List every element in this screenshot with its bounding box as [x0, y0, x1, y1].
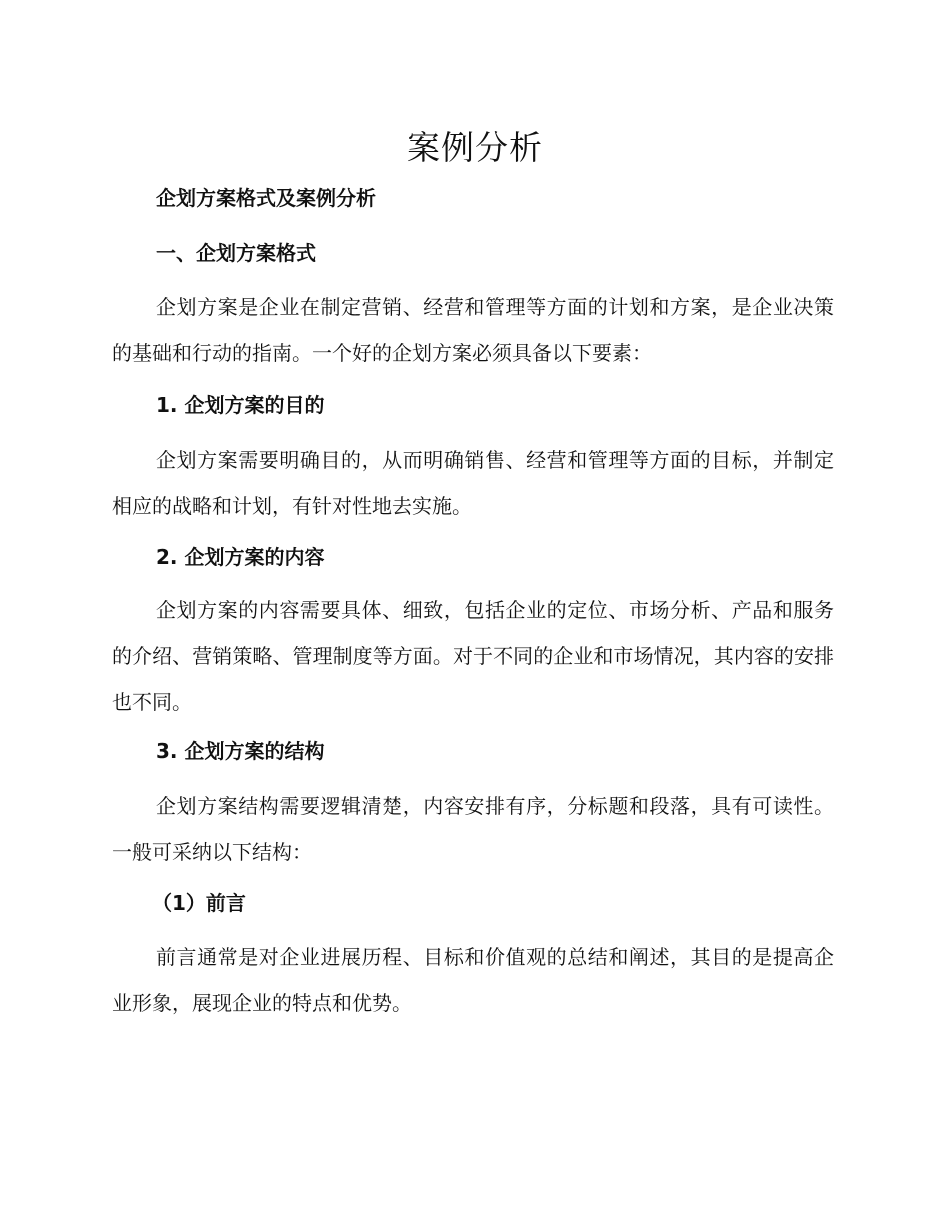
document-title: 案例分析 — [407, 128, 543, 167]
content-paragraph: 企划方案的内容需要具体、细致，包括企业的定位、市场分析、产品和服务的介绍、营销策略、管理制度等方面。对于不同的企业和市场情况，其内容的安排也不同。 — [112, 598, 834, 714]
purpose-paragraph: 企划方案需要明确目的，从而明确销售、经营和管理等方面的目标，并制定相应的战略和计划，有针对性地去实施。 — [112, 448, 834, 518]
item-heading-purpose: 1. 企划方案的目的 — [156, 393, 325, 417]
section-heading-format: 一、企划方案格式 — [156, 241, 316, 265]
preface-paragraph: 前言通常是对企业进展历程、目标和价值观的总结和阐述，其目的是提高企业形象，展现企业的特点和优势。 — [112, 945, 834, 1015]
document-subtitle: 企划方案格式及案例分析 — [156, 186, 376, 210]
intro-paragraph: 企划方案是企业在制定营销、经营和管理等方面的计划和方案，是企业决策的基础和行动的指南。一个好的企划方案必须具备以下要素： — [112, 295, 834, 365]
structure-paragraph: 企划方案结构需要逻辑清楚，内容安排有序，分标题和段落，具有可读性。一般可采纳以下结构： — [112, 794, 834, 864]
item-heading-structure: 3. 企划方案的结构 — [156, 739, 325, 763]
item-heading-content: 2. 企划方案的内容 — [156, 545, 325, 569]
sub-heading-preface: （1）前言 — [152, 891, 246, 915]
